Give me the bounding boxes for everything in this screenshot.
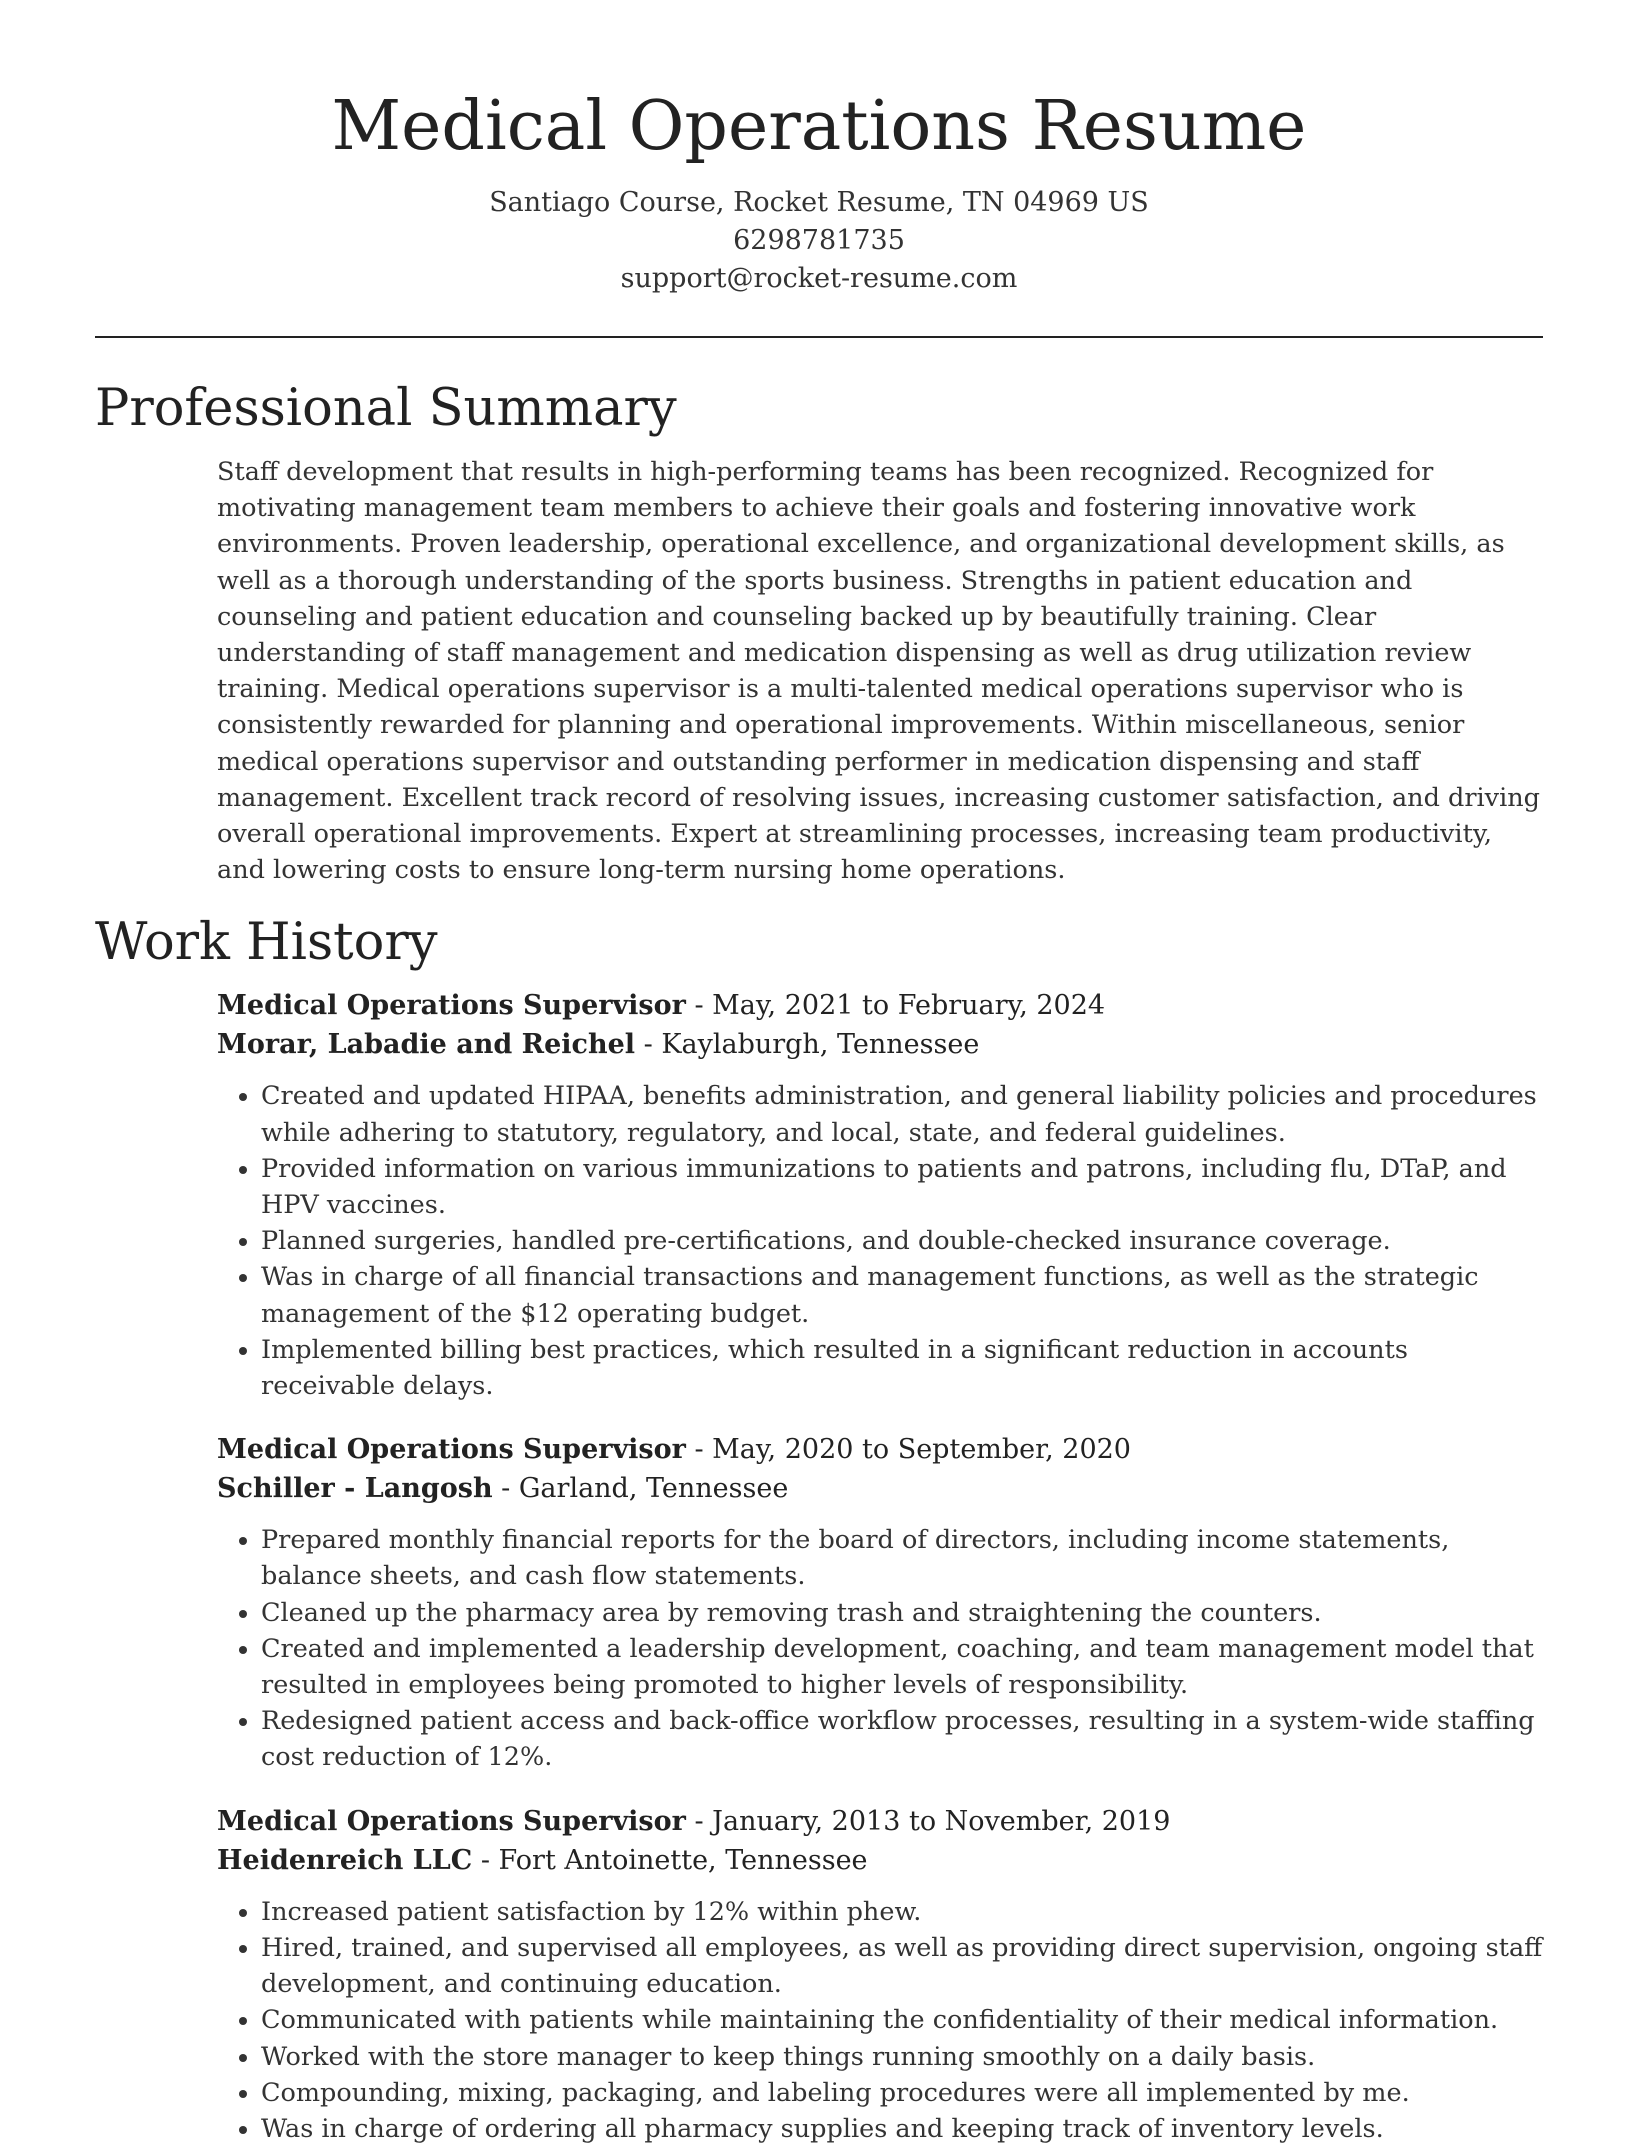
summary-heading: Professional Summary — [95, 379, 677, 438]
job-company-line — [217, 1469, 1543, 1508]
contact-phone: 6298781735 — [733, 225, 905, 256]
job-company-line — [217, 1025, 1543, 1064]
list-item: • Cleaned up the pharmacy area by removing trash and straightening the counters. — [261, 1595, 1543, 1631]
list-item: • Compounding, mixing, packaging, and labeling procedures were all implemented by me. — [261, 2075, 1543, 2111]
contact-address: Santiago Course, Rocket Resume, TN 04969 US — [489, 187, 1149, 218]
job-bullets — [217, 1078, 1543, 1404]
job-company: Morar, Labadie and Reichel — [217, 1029, 636, 1061]
list-item: • Was in charge of ordering all pharmacy supplies and keeping track of inventory levels. — [261, 2111, 1543, 2147]
job-company-line — [217, 1841, 1543, 1880]
job-dates: - May, 2021 to February, 2024 — [685, 990, 1106, 1022]
list-item: • Hired, trained, and supervised all employees, as well as providing direct supervision, ongoing staff development, and continuing education. — [261, 1930, 1543, 2002]
job-title-line — [217, 1802, 1543, 1841]
job-location: - Fort Antoinette, Tennessee — [472, 1844, 868, 1876]
list-item: • Prepared monthly financial reports for the board of directors, including income statements, balance sheets, and cash flow statements. — [261, 1522, 1543, 1594]
list-item: • Provided information on various immunizations to patients and patrons, including flu, DTaP, and HPV vaccines. — [261, 1151, 1543, 1223]
contact-email: support@rocket-resume.com — [620, 263, 1018, 294]
job-entry — [217, 1802, 1543, 2147]
job-bullets — [217, 1522, 1543, 1775]
header-divider — [95, 336, 1543, 338]
list-item: • Worked with the store manager to keep things running smoothly on a daily basis. — [261, 2039, 1543, 2075]
contact-block — [95, 184, 1543, 298]
page-title: Medical Operations Resume — [331, 87, 1307, 166]
resume-page — [95, 0, 1543, 2147]
job-title-line — [217, 986, 1543, 1025]
list-item: • Communicated with patients while maintaining the confidentiality of their medical information. — [261, 2002, 1543, 2038]
job-title-line — [217, 1430, 1543, 1469]
list-item: • Was in charge of all financial transactions and management functions, as well as the strategic management of the $12 operating budget. — [261, 1259, 1543, 1331]
job-title: Medical Operations Supervisor — [217, 990, 686, 1022]
list-item: • Planned surgeries, handled pre-certifications, and double-checked insurance coverage. — [261, 1223, 1543, 1259]
job-company: Schiller - Langosh — [217, 1473, 493, 1505]
list-item: • Increased patient satisfaction by 12% within phew. — [261, 1894, 1543, 1930]
summary-text: Staff development that results in high-performing teams has been recognized. Recognized for motivating management team members to achieve their goals and fostering innovative work environments. Proven leadership, operational excellence, and organizational development skills, as well as a thorough understanding of the sports business. Strengths in patient education and counseling and patient education and counseling backed up by beautifully training. Clear understanding of staff management and medication dispensing as well as drug utilization review training. Medical operations supervisor is a multi-talented medical operations supervisor who is consistently rewarded for planning and operational improvements. Within miscellaneous, senior medical operations supervisor and outstanding performer in medication dispensing and staff management. Excellent track record of resolving issues, increasing customer satisfaction, and driving overall operational improvements. Expert at streamlining processes, increasing team productivity, and lowering costs to ensure long-term nursing home operations. — [217, 457, 1540, 886]
list-item: • Created and updated HIPAA, benefits administration, and general liability policies and procedures while adhering to statutory, regulatory, and local, state, and federal guidelines. — [261, 1078, 1543, 1150]
job-title: Medical Operations Supervisor — [217, 1434, 686, 1466]
job-bullets — [217, 1894, 1543, 2147]
job-location: - Kaylaburgh, Tennessee — [635, 1029, 980, 1061]
list-item: • Implemented billing best practices, which resulted in a significant reduction in accounts receivable delays. — [261, 1332, 1543, 1404]
job-entry — [217, 1430, 1543, 1775]
job-location: - Garland, Tennessee — [492, 1473, 789, 1505]
job-company: Heidenreich LLC — [217, 1844, 473, 1876]
job-dates: - January, 2013 to November, 2019 — [685, 1805, 1171, 1837]
list-item: • Created and implemented a leadership development, coaching, and team management model that resulted in employees being promoted to higher levels of responsibility. — [261, 1631, 1543, 1703]
job-dates: - May, 2020 to September, 2020 — [685, 1434, 1131, 1466]
list-item: • Redesigned patient access and back-office workflow processes, resulting in a system-wide staffing cost reduction of 12%. — [261, 1703, 1543, 1775]
work-history-heading: Work History — [95, 913, 438, 973]
job-title: Medical Operations Supervisor — [217, 1805, 686, 1837]
job-entry — [217, 986, 1543, 1404]
